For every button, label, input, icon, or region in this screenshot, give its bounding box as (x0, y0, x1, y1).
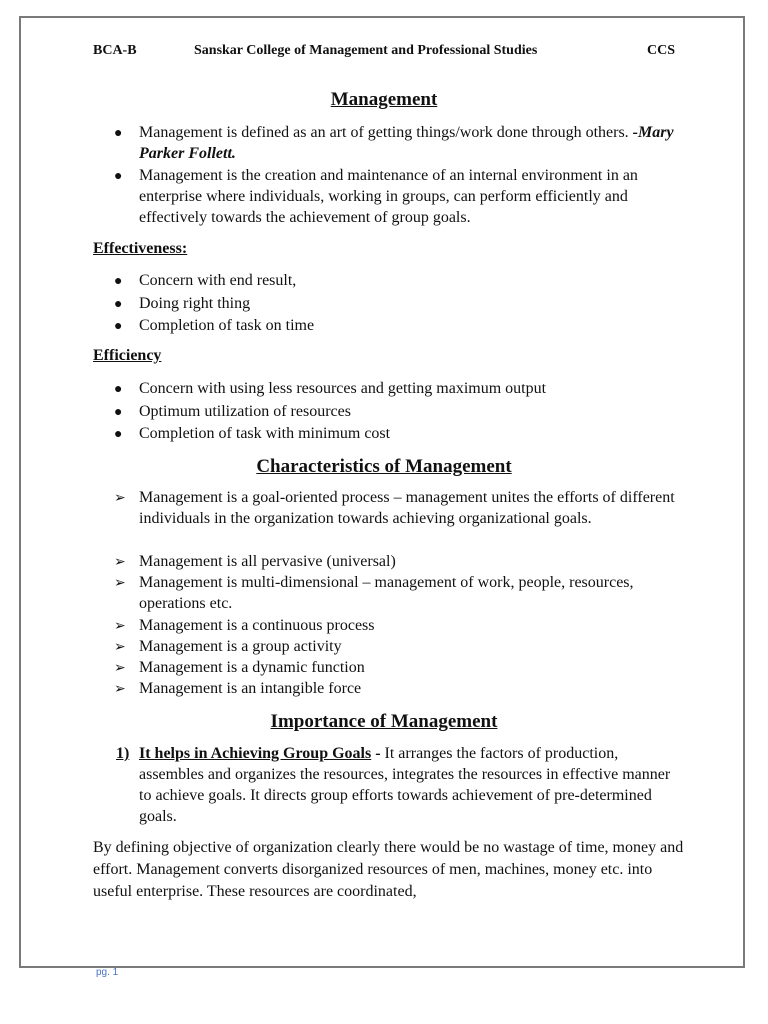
bullet-icon: ● (114, 169, 123, 184)
management-definition-2: Management is the creation and maintenance of an internal environment in an enterprise where individuals, working in groups, can perform efficiently and effectively towards the achievement of group goals. (139, 167, 638, 226)
header-college: Sanskar College of Management and Professional Studies (194, 43, 538, 58)
arrow-bullet-icon: ➢ (114, 491, 126, 506)
arrow-bullet-icon: ➢ (114, 619, 126, 634)
efficiency-item: Completion of task with minimum cost (139, 425, 391, 442)
importance-paragraph: By defining objective of organization clearly there would be no wastage of time, money and effort. Management converts disorganized resources of men, machines, money etc. into useful enterprise. These resources are coordinated, (93, 839, 684, 900)
characteristic-item: Management is a continuous process (139, 617, 375, 634)
title-characteristics: Characteristics of Management (256, 456, 512, 477)
header-subject: CCS (646, 43, 675, 58)
efficiency-item: Optimum utilization of resources (139, 403, 351, 420)
page-header (93, 43, 675, 63)
title-importance: Importance of Management (270, 711, 498, 732)
efficiency-item: Concern with using less resources and getting maximum output (139, 380, 547, 397)
importance-item (139, 743, 684, 827)
characteristic-item: Management is a group activity (139, 638, 342, 655)
arrow-bullet-icon: ➢ (114, 576, 126, 591)
bullet-icon: ● (114, 319, 123, 334)
arrow-bullet-icon: ➢ (114, 555, 126, 570)
importance-separator: - (371, 745, 385, 762)
bullet-icon: ● (114, 297, 123, 312)
bullet-icon: ● (114, 126, 123, 141)
header-course: BCA-B (93, 43, 137, 58)
effectiveness-item: Concern with end result, (139, 272, 297, 289)
title-management: Management (330, 89, 438, 110)
management-definition-1 (139, 122, 684, 164)
characteristic-item: Management is multi-dimensional – management of work, people, resources, operations etc. (139, 574, 634, 612)
heading-efficiency: Efficiency (93, 347, 162, 364)
page-number: pg. 1 (96, 967, 119, 978)
bullet-icon: ● (114, 274, 123, 289)
characteristic-item: Management is a dynamic function (139, 659, 365, 676)
definition-attribution: -Mary Parker Follett. (139, 124, 674, 162)
characteristic-item: Management is a goal-oriented process – management unites the efforts of different individuals in the organization towards achieving organizational goals. (139, 489, 675, 527)
arrow-bullet-icon: ➢ (114, 640, 126, 655)
heading-effectiveness: Effectiveness: (93, 240, 188, 257)
bullet-icon: ● (114, 405, 123, 420)
arrow-bullet-icon: ➢ (114, 661, 126, 676)
arrow-bullet-icon: ➢ (114, 682, 126, 697)
bullet-icon: ● (114, 382, 123, 397)
importance-text: It arranges the factors of production, assembles and organizes the resources, integrates the resources in effective manner to achieve goals. It directs group efforts towards achievement of pre-determined goals. (139, 745, 671, 825)
importance-label: It helps in Achieving Group Goals (139, 745, 372, 762)
characteristic-item: Management is all pervasive (universal) (139, 553, 396, 570)
effectiveness-item: Completion of task on time (139, 317, 315, 334)
list-number: 1) (116, 745, 130, 762)
bullet-icon: ● (114, 427, 123, 442)
characteristic-item: Management is an intangible force (139, 680, 362, 697)
definition-text: Management is defined as an art of getting things/work done through others. (139, 124, 633, 141)
effectiveness-item: Doing right thing (139, 295, 251, 312)
